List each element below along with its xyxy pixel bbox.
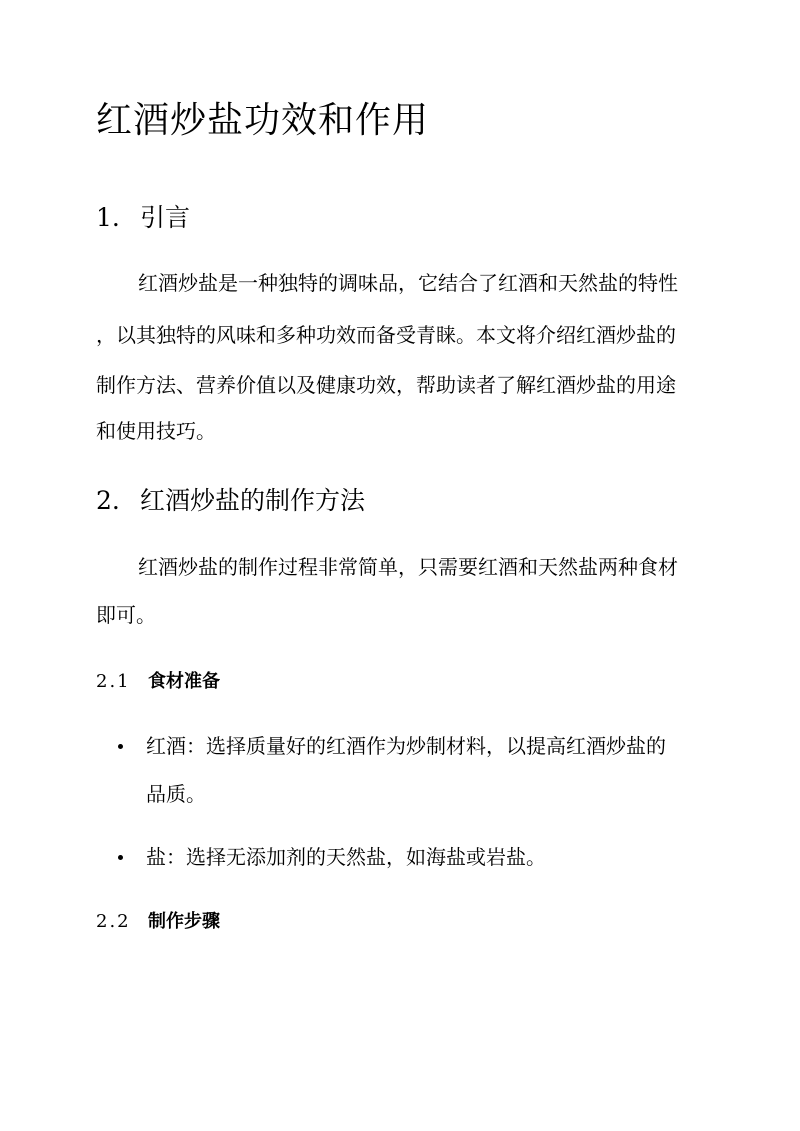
bullet-dot-icon bbox=[118, 855, 123, 860]
bullet-text-line: 红酒：选择质量好的红酒作为炒制材料，以提高红酒炒盐的 bbox=[146, 734, 666, 758]
paragraph-line: 制作方法、营养价值以及健康功效，帮助读者了解红酒炒盐的用途 bbox=[96, 373, 676, 397]
section-heading-intro bbox=[96, 198, 190, 234]
paragraph-line: 和使用技巧。 bbox=[96, 419, 216, 443]
section-title: 红酒炒盐的制作方法 bbox=[140, 486, 366, 515]
paragraph-line: 即可。 bbox=[96, 603, 156, 627]
subsection-heading-ingredients bbox=[96, 667, 220, 693]
bullet-text-line: 品质。 bbox=[146, 782, 206, 806]
paragraph-line: 红酒炒盐是一种独特的调味品，它结合了红酒和天然盐的特性 bbox=[138, 271, 678, 295]
subsection-number: 2.2 bbox=[96, 911, 131, 932]
bullet-dot-icon bbox=[118, 744, 123, 749]
document-title: 红酒炒盐功效和作用 bbox=[96, 100, 430, 141]
paragraph-line: ，以其独特的风味和多种功效而备受青睐。本文将介绍红酒炒盐的 bbox=[96, 323, 676, 347]
section-number: 2. bbox=[96, 486, 120, 515]
paragraph-line: 红酒炒盐的制作过程非常简单，只需要红酒和天然盐两种食材 bbox=[138, 555, 678, 579]
section-heading-method bbox=[96, 481, 365, 517]
section-number: 1. bbox=[96, 203, 120, 232]
subsection-title: 制作步骤 bbox=[148, 911, 220, 932]
bullet-text-line: 盐：选择无添加剂的天然盐，如海盐或岩盐。 bbox=[146, 845, 546, 869]
subsection-heading-steps bbox=[96, 907, 220, 933]
section-title: 引言 bbox=[140, 203, 191, 232]
subsection-title: 食材准备 bbox=[148, 671, 220, 692]
subsection-number: 2.1 bbox=[96, 671, 131, 692]
